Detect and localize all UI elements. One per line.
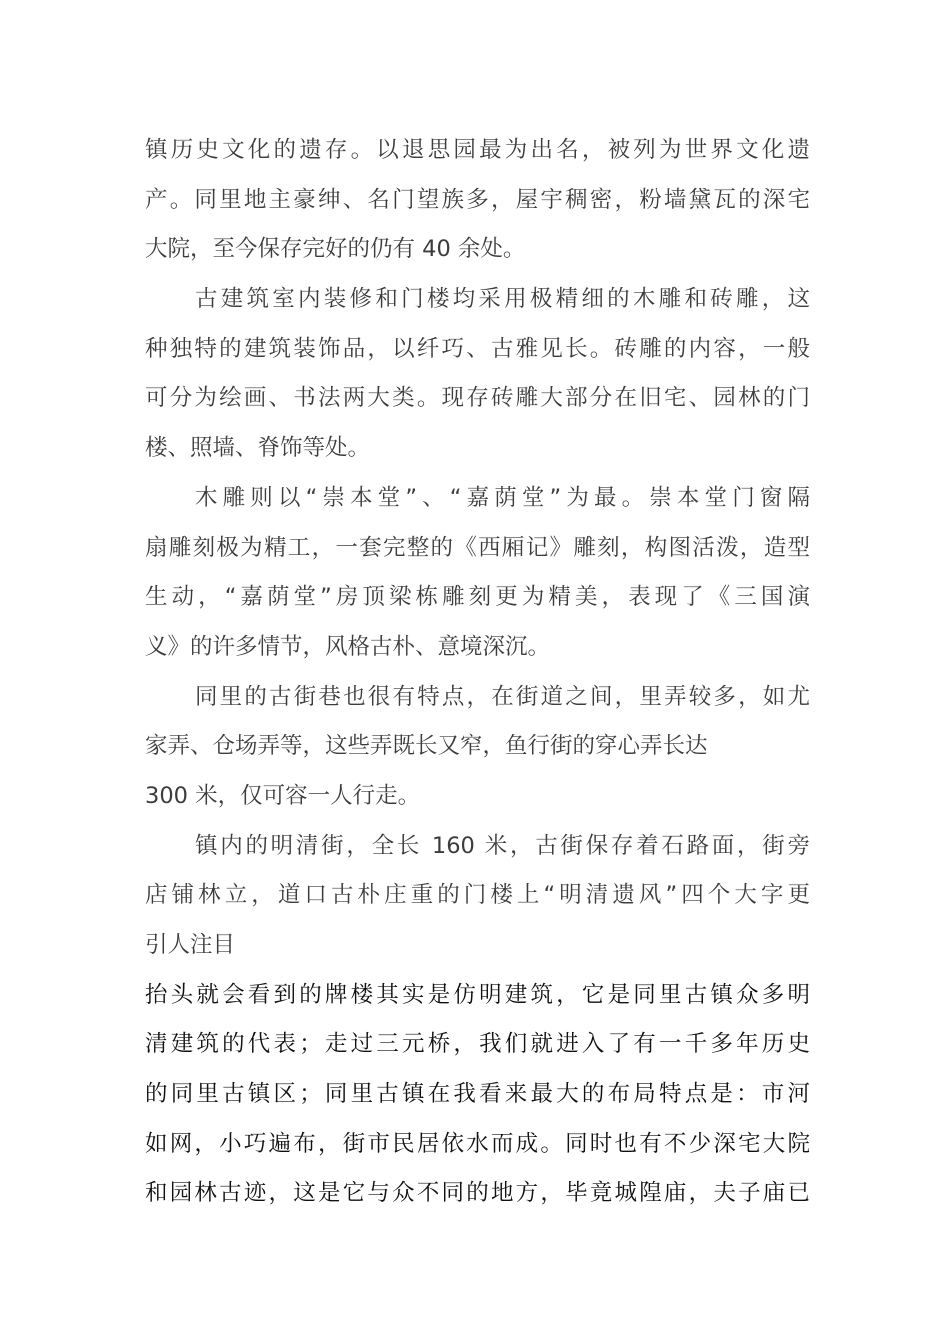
text-line: 如网，小巧遍布，街市民居依水而成。同时也有不少深宅大院 <box>145 1130 810 1157</box>
text-line: 抬头就会看到的牌楼其实是仿明建筑，它是同里古镇众多明 <box>145 981 810 1008</box>
text-line: 古建筑室内装修和门楼均采用极精细的木雕和砖雕，这 <box>195 286 810 313</box>
text-line: 300 米，仅可容一人行走。 <box>145 782 421 809</box>
text-line: 同里的古街巷也很有特点，在街道之间，里弄较多，如尤 <box>195 683 810 710</box>
text-line: 产。同里地主豪绅、名门望族多，屋宇稠密，粉墙黛瓦的深宅 <box>145 186 810 213</box>
text-line: 大院，至今保存完好的仍有 40 余处。 <box>145 236 526 263</box>
text-line: 镇内的明清街，全长 160 米，古街保存着石路面，街旁 <box>195 832 810 859</box>
text-line: 扇雕刻极为精工，一套完整的《西厢记》雕刻，构图活泼，造型 <box>145 534 810 561</box>
text-line: 引人注目 <box>145 932 236 958</box>
text-line: 生动，“嘉荫堂”房顶梁栋雕刻更为精美，表现了《三国演 <box>145 584 810 611</box>
document-body <box>145 126 810 1219</box>
text-line: 清建筑的代表；走过三元桥，我们就进入了有一千多年历史 <box>145 1031 810 1058</box>
text-line: 店铺林立，道口古朴庄重的门楼上“明清遗风”四个大字更 <box>145 882 810 909</box>
text-line: 家弄、仓场弄等，这些弄既长又窄，鱼行街的穿心弄长达 <box>145 733 708 760</box>
paragraph-mingqing-street <box>145 822 810 971</box>
text-line: 的同里古镇区；同里古镇在我看来最大的布局特点是：市河 <box>145 1081 810 1108</box>
text-line: 木雕则以“崇本堂”、“嘉荫堂”为最。崇本堂门窗隔 <box>195 484 810 511</box>
text-line: 楼、照墙、脊饰等处。 <box>145 435 371 462</box>
paragraph-alleys <box>145 673 810 822</box>
paragraph-layout <box>145 971 810 1219</box>
text-line: 种独特的建筑装饰品，以纤巧、古雅见长。砖雕的内容，一般 <box>145 335 810 362</box>
paragraph-carving-overview <box>145 275 810 474</box>
text-line: 义》的许多情节，风格古朴、意境深沉。 <box>145 633 551 660</box>
paragraph-intro <box>145 126 810 275</box>
text-line: 可分为绘画、书法两大类。现存砖雕大部分在旧宅、园林的门 <box>145 385 810 412</box>
paragraph-wood-carving <box>145 474 810 673</box>
text-line: 镇历史文化的遗存。以退思园最为出名，被列为世界文化遗 <box>145 137 810 163</box>
text-line: 和园林古迹，这是它与众不同的地方，毕竟城隍庙，夫子庙已 <box>145 1180 810 1207</box>
